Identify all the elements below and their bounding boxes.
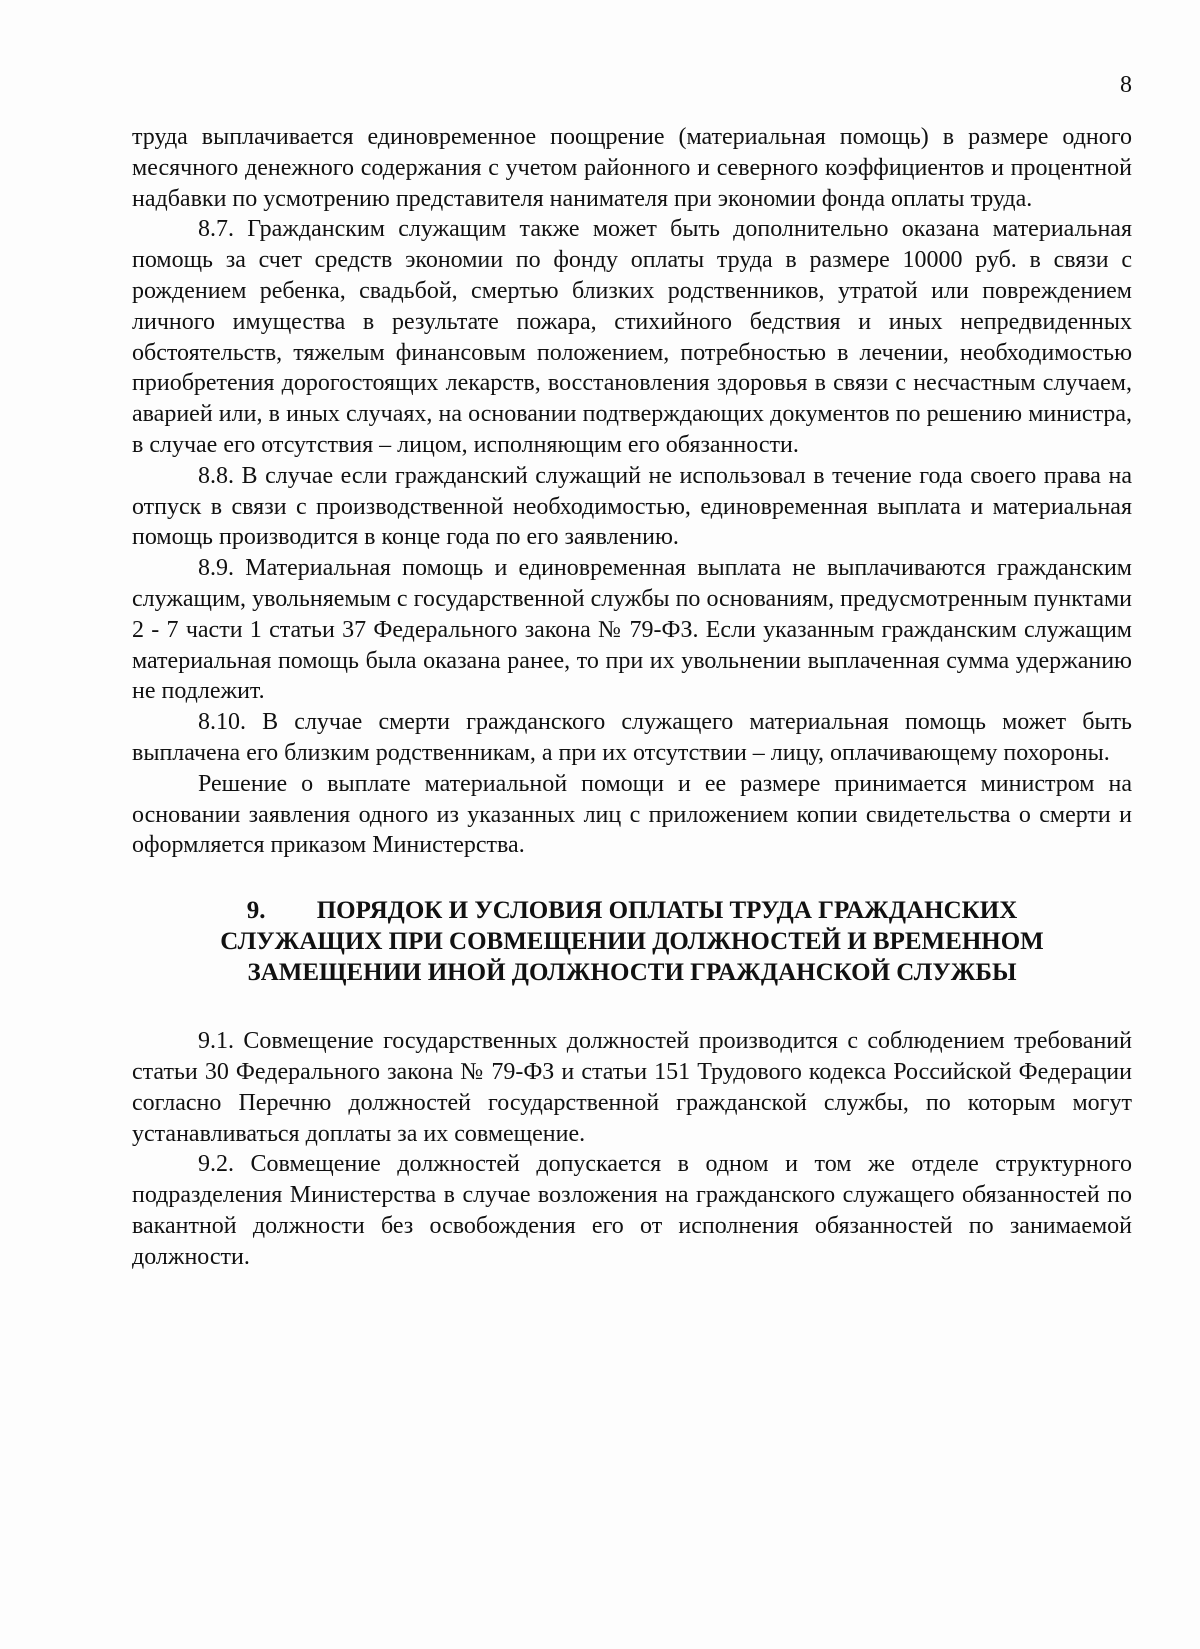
paragraph-8-9: 8.9. Материальная помощь и единовременная выплата не выплачиваются гражданским служащим, увольняемым с государственной службы по основаниям, предусмотренным пунктами 2 - 7 части 1 статьи 37 Федерального закона № 79-ФЗ. Если указанным гражданским служащим материальная помощь была оказана ранее, то при их увольнении выплаченная сумма удержанию не подлежит.: [132, 555, 1132, 705]
section-heading-line-2: СЛУЖАЩИХ ПРИ СОВМЕЩЕНИИ ДОЛЖНОСТЕЙ И ВРЕМЕННОМ: [220, 928, 1044, 956]
paragraphs-before: [132, 122, 1132, 861]
page-number: 8: [1120, 72, 1132, 98]
paragraph-8-10: 8.10. В случае смерти гражданского служащего материальная помощь может быть выплачена его близким родственникам, а при их отсутствии – лицу, оплачивающему похороны.: [132, 709, 1132, 766]
section-heading-text-1: ПОРЯДОК И УСЛОВИЯ ОПЛАТЫ ТРУДА ГРАЖДАНСКИХ: [316, 897, 1018, 925]
paragraph-continuation: труда выплачивается единовременное поощрение (материальная помощь) в размере одного месячного денежного содержания с учетом районного и северного коэффициентов и процентной надбавки по усмотрению представителя нанимателя при экономии фонда оплаты труда.: [132, 124, 1132, 212]
section-heading-line-3: ЗАМЕЩЕНИИ ИНОЙ ДОЛЖНОСТИ ГРАЖДАНСКОЙ СЛУЖБЫ: [247, 959, 1017, 987]
section-heading-line-1: [132, 895, 1132, 926]
document-body: [132, 122, 1132, 1273]
section-9-heading: [132, 895, 1132, 988]
section-number: 9.: [246, 897, 266, 925]
paragraphs-after: [132, 1026, 1132, 1272]
paragraph-8-7: 8.7. Гражданским служащим также может быть дополнительно оказана материальная помощь за счет средств экономии по фонду оплаты труда в размере 10000 руб. в связи с рождением ребенка, свадьбой, смертью близких родственников, утратой или повреждением личного имущества в результате пожара, стихийного бедствия и иных непредвиденных обстоятельств, тяжелым финансовым положением, потребностью в лечении, необходимостью приобретения дорогостоящих лекарств, восстановления здоровья в связи с несчастным случаем, аварией или, в иных случаях, на основании подтверждающих документов по решению министра, в случае его отсутствия – лицом, исполняющим его обязанности.: [132, 216, 1132, 458]
paragraph-9-1: 9.1. Совмещение государственных должностей производится с соблюдением требований статьи 30 Федерального закона № 79-ФЗ и статьи 151 Трудового кодекса Российской Федерации согласно Перечню должностей государственной гражданской службы, по которым могут устанавливаться доплаты за их совмещение.: [132, 1028, 1132, 1147]
paragraph-8-8: 8.8. В случае если гражданский служащий не использовал в течение года своего права на отпуск в связи с производственной необходимостью, единовременная выплата и материальная помощь производится в конце года по его заявлению.: [132, 462, 1132, 551]
paragraph-9-2: 9.2. Совмещение должностей допускается в одном и том же отделе структурного подразделения Министерства в случае возложения на гражданского служащего обязанностей по вакантной должности без освобождения его от исполнения обязанностей по занимаемой должности.: [132, 1151, 1132, 1270]
paragraph-decision: Решение о выплате материальной помощи и ее размере принимается министром на основании заявления одного из указанных лиц с приложением копии свидетельства о смерти и оформляется приказом Министерства.: [132, 770, 1132, 859]
